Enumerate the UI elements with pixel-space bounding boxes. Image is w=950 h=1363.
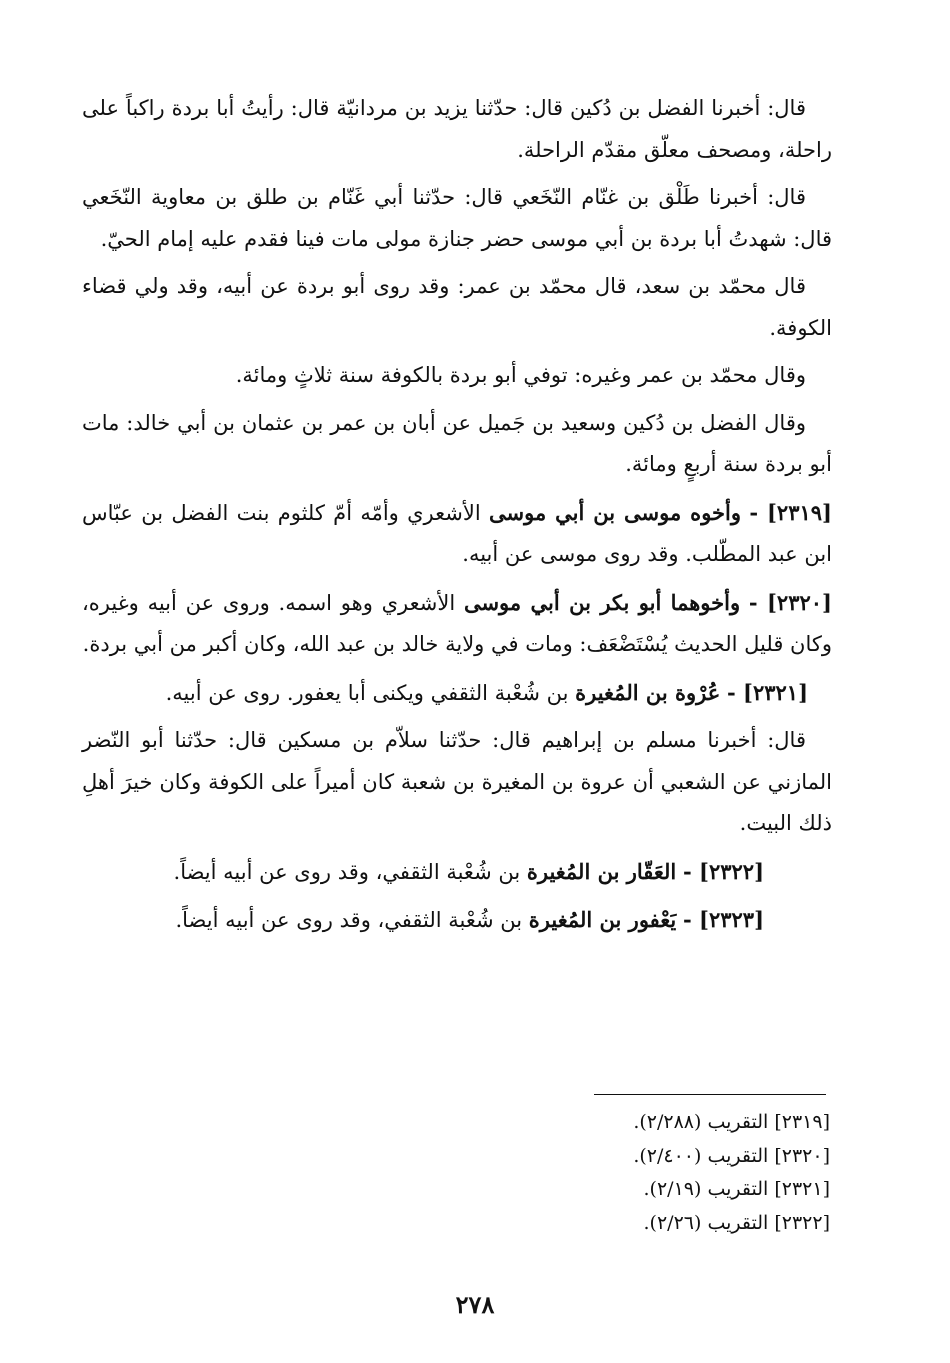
page-number: ٢٧٨ <box>455 1290 495 1319</box>
entry-2322 <box>82 851 832 894</box>
paragraph: وقال الفضل بن دُكين وسعيد بن جَميل عن أبان بن عمر بن عثمان بن أبي خالد: مات أبو بردة سنة أربعٍ ومائة. <box>82 410 832 476</box>
footnote-divider <box>594 1094 826 1095</box>
entry-name: وأخوهما أبو بكر بن أبي موسى <box>463 589 741 615</box>
footnote: [٢٣٢١] التقريب (٢/١٩). <box>643 1178 830 1200</box>
entry-2321 <box>82 672 832 715</box>
paragraph: قال: أخبرنا الفضل بن دُكين قال: حدّثنا يزيد بن مردانيّة قال: رأيتُ أبا بردة راكباً على راحلة، ومصحف معلّق مقدّم الراحلة. <box>82 96 832 162</box>
paragraph: قال محمّد بن سعد، قال محمّد بن عمر: وقد روى أبو بردة عن أبيه، وقد ولي قضاء الكوفة. <box>82 274 832 340</box>
paragraph: وقال محمّد بن عمر وغيره: توفي أبو بردة بالكوفة سنة ثلاثٍ ومائة. <box>235 363 806 387</box>
entry-name: العَقّار بن المُغيرة <box>526 858 677 884</box>
entry-number: [٢٣١٩] - <box>749 499 832 525</box>
entry-name: وأخوه موسى بن أبي موسى <box>489 499 741 525</box>
entry-name: يَعْفور بن المُغيرة <box>528 907 677 932</box>
entry-number: [٢٣٢٣] - <box>682 907 764 932</box>
entry-2320 <box>82 582 832 666</box>
footnotes <box>560 1106 830 1240</box>
footnote: [٢٣٢٠] التقريب (٢/٤٠٠). <box>633 1144 830 1167</box>
entry-text: الأشعري وأمّه أمّ كلثوم بنت الفضل بن عبّاس ابن عبد المطّلب. وقد روى موسى عن أبيه. <box>82 500 832 566</box>
entry-text: الأشعري وهو اسمه. وروى عن أبيه وغيره، وكان قليل الحديث يُسْتَضْعَف: ومات في ولاية خالد بن عبد الله، وكان أكبر من أبي بردة. <box>82 590 832 656</box>
footnote: [٢٣٢٢] التقريب (٢/٢٦). <box>643 1211 830 1234</box>
entry-number: [٢٣٢٠] - <box>748 589 832 615</box>
paragraph: قال: أخبرنا طَلْق بن غنّام النّخَعي قال: حدّثنا أبي غَنّام بن طلق بن معاوية النّخَعي قال: شهدتُ أبا بردة بن أبي موسى حضر جنازة مولى مات فينا فقدم عليه إمام الحيّ. <box>82 185 832 251</box>
entry-text: بن شُعْبة الثقفي، وقد روى عن أبيه أيضاً. <box>173 859 521 884</box>
entry-2319 <box>82 492 832 576</box>
main-text <box>82 88 832 948</box>
entry-name: عُرْوة بن المُغيرة <box>575 679 721 705</box>
entry-number: [٢٣٢٢] - <box>682 858 764 884</box>
footnote: [٢٣١٩] التقريب (٢/٢٨٨). <box>633 1111 830 1133</box>
entry-text: بن شُعْبة الثقفي، وقد روى عن أبيه أيضاً. <box>175 908 523 932</box>
entry-text: بن شُعْبة الثقفي ويكنى أبا يعفور. روى عن أبيه. <box>165 680 569 705</box>
entry-2323 <box>82 899 832 942</box>
paragraph: قال: أخبرنا مسلم بن إبراهيم قال: حدّثنا سلاّم بن مسكين قال: حدّثنا أبو النّضر المازني عن الشعبي أن عروة بن المغيرة بن شعبة كان أميراً على الكوفة وكان خيرَ أهلِ ذلك البيت. <box>82 728 832 835</box>
entry-number: [٢٣٢١] - <box>726 679 808 705</box>
